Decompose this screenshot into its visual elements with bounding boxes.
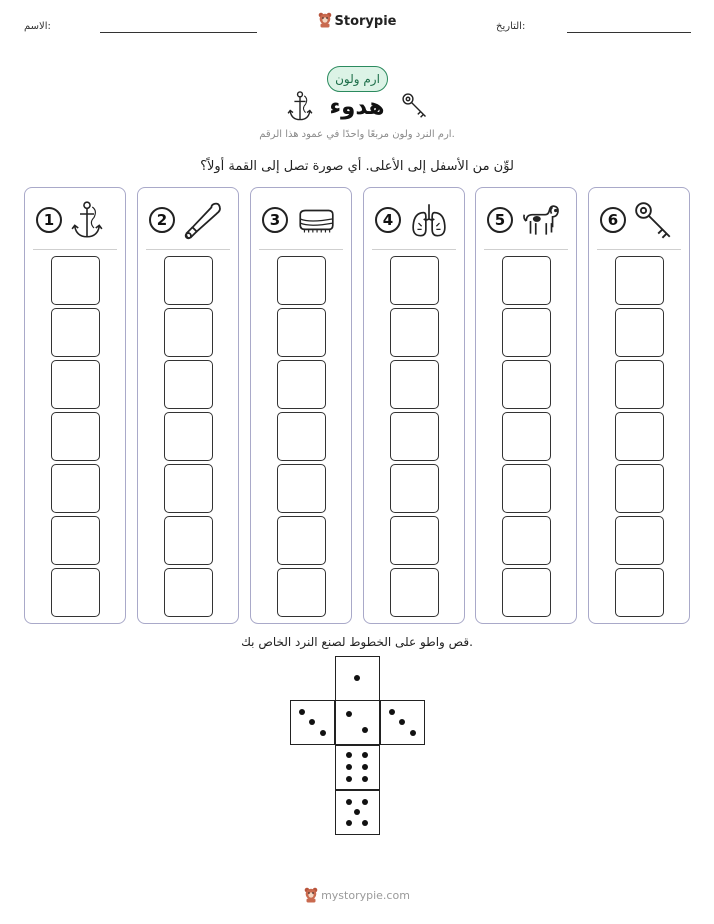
- color-square[interactable]: [51, 412, 100, 461]
- color-square[interactable]: [390, 360, 439, 409]
- column-3: [250, 187, 352, 624]
- color-square[interactable]: [164, 516, 213, 565]
- color-square[interactable]: [390, 568, 439, 617]
- date-label: التاريخ:: [496, 21, 526, 32]
- dice-pip: [299, 709, 305, 715]
- color-square[interactable]: [390, 412, 439, 461]
- dice-face-3: [380, 700, 425, 745]
- lungs-icon: [408, 200, 450, 242]
- cut-instruction: قص واطو على الخطوط لصنع النرد الخاص بك.: [241, 635, 473, 649]
- dice-pip: [346, 752, 352, 758]
- color-square[interactable]: [164, 568, 213, 617]
- color-square[interactable]: [164, 412, 213, 461]
- color-square[interactable]: [51, 568, 100, 617]
- dice-pip: [362, 820, 368, 826]
- color-square[interactable]: [51, 360, 100, 409]
- column-6: [588, 187, 690, 624]
- dice-pip: [399, 719, 405, 725]
- dice-pip: [362, 799, 368, 805]
- column-divider: [484, 249, 568, 250]
- color-square[interactable]: [390, 256, 439, 305]
- column-divider: [33, 249, 117, 250]
- column-number: 3: [262, 207, 288, 233]
- dice-pip: [362, 764, 368, 770]
- dice-pip: [362, 727, 368, 733]
- dice-pip: [354, 675, 360, 681]
- color-square[interactable]: [390, 516, 439, 565]
- key-icon: [633, 200, 675, 242]
- name-label: الاسم:: [24, 21, 51, 32]
- bear-logo-icon: [304, 887, 318, 906]
- color-square[interactable]: [502, 360, 551, 409]
- color-square[interactable]: [390, 464, 439, 513]
- color-square[interactable]: [615, 568, 664, 617]
- color-square[interactable]: [164, 256, 213, 305]
- color-square[interactable]: [164, 308, 213, 357]
- anchor-icon: [69, 200, 111, 242]
- dice-face-3: [290, 700, 335, 745]
- column-divider: [259, 249, 343, 250]
- column-number: 1: [36, 207, 62, 233]
- brand-logo: [0, 12, 714, 32]
- color-square[interactable]: [51, 308, 100, 357]
- page-title: هدوء: [329, 94, 385, 120]
- dice-pip: [362, 752, 368, 758]
- color-square[interactable]: [615, 256, 664, 305]
- dice-pip: [346, 820, 352, 826]
- dice-face-2: [335, 700, 380, 745]
- blanket-icon: [295, 200, 337, 242]
- dice-pip: [320, 730, 326, 736]
- dice-pip: [389, 709, 395, 715]
- color-square[interactable]: [164, 464, 213, 513]
- color-square[interactable]: [502, 464, 551, 513]
- dice-pip: [346, 711, 352, 717]
- column-number: 6: [600, 207, 626, 233]
- name-field[interactable]: [100, 32, 257, 33]
- color-square[interactable]: [51, 464, 100, 513]
- dice-pip: [309, 719, 315, 725]
- color-square[interactable]: [277, 568, 326, 617]
- color-square[interactable]: [51, 516, 100, 565]
- column-1: [24, 187, 126, 624]
- column-number: 5: [487, 207, 513, 233]
- date-field[interactable]: [567, 32, 691, 33]
- column-number: 4: [375, 207, 401, 233]
- dice-pip: [362, 776, 368, 782]
- column-divider: [597, 249, 681, 250]
- color-square[interactable]: [615, 412, 664, 461]
- dice-face-5: [335, 790, 380, 835]
- dice-pip: [346, 799, 352, 805]
- color-square[interactable]: [615, 516, 664, 565]
- column-number: 2: [149, 207, 175, 233]
- color-square[interactable]: [51, 256, 100, 305]
- subtitle: ارم النرد ولون مربعًا واحدًا في عمود هذا الرقم.: [259, 129, 455, 140]
- footer-url: mystorypie.com: [321, 889, 410, 902]
- color-square[interactable]: [277, 308, 326, 357]
- color-square[interactable]: [502, 412, 551, 461]
- column-divider: [372, 249, 456, 250]
- color-square[interactable]: [502, 568, 551, 617]
- dice-pip: [346, 776, 352, 782]
- color-square[interactable]: [502, 516, 551, 565]
- brand-name: Storypie: [334, 14, 397, 29]
- color-square[interactable]: [277, 516, 326, 565]
- dog-icon: [520, 200, 562, 242]
- dice-pip: [346, 764, 352, 770]
- anchor-icon: [286, 90, 314, 128]
- dice-pip: [354, 809, 360, 815]
- color-square[interactable]: [164, 360, 213, 409]
- color-square[interactable]: [277, 256, 326, 305]
- instruction: لوِّن من الأسفل إلى الأعلى. أي صورة تصل إلى القمة أولاً؟: [200, 159, 514, 174]
- dice-face-1: [335, 656, 380, 701]
- color-square[interactable]: [615, 464, 664, 513]
- footer: [0, 887, 714, 906]
- color-square[interactable]: [615, 308, 664, 357]
- activity-badge: ارم ولون: [327, 66, 388, 92]
- baseball-bat-icon: [182, 200, 224, 242]
- color-square[interactable]: [390, 308, 439, 357]
- column-2: [137, 187, 239, 624]
- color-square[interactable]: [502, 256, 551, 305]
- bear-logo-icon: [318, 12, 332, 32]
- column-4: [363, 187, 465, 624]
- color-square[interactable]: [277, 360, 326, 409]
- dice-pip: [410, 730, 416, 736]
- dice-face-6: [335, 745, 380, 790]
- color-square[interactable]: [277, 464, 326, 513]
- color-square[interactable]: [502, 308, 551, 357]
- color-square[interactable]: [277, 412, 326, 461]
- column-divider: [146, 249, 230, 250]
- column-5: [475, 187, 577, 624]
- color-square[interactable]: [615, 360, 664, 409]
